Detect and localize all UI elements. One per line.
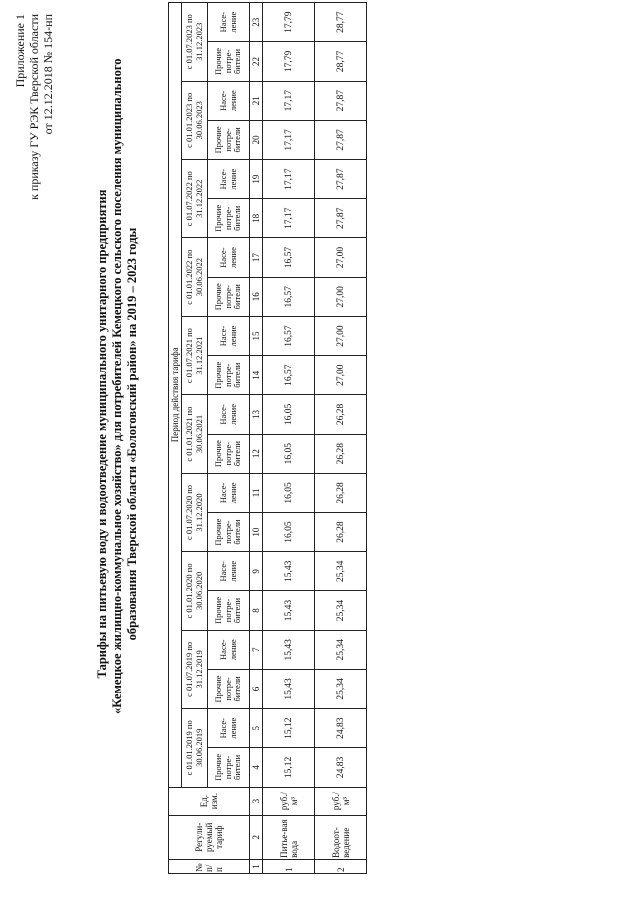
tariff-value: 16,57 — [263, 238, 315, 277]
column-number: 8 — [250, 591, 263, 630]
column-number: 22 — [250, 42, 263, 81]
tariff-value: 17,17 — [263, 120, 315, 159]
tariff-value: 26,28 — [315, 512, 367, 551]
consumer-other-header: Прочие потре-бители — [208, 591, 250, 630]
column-number: 7 — [250, 630, 263, 669]
column-number: 19 — [250, 160, 263, 199]
document-title — [95, 58, 140, 714]
tariff-value: 27,87 — [315, 199, 367, 238]
row-unit: руб./м³ — [263, 787, 315, 815]
tariff-value: 15,43 — [263, 669, 315, 708]
tariff-value: 28,77 — [315, 3, 367, 42]
tariff-value: 17,17 — [263, 199, 315, 238]
consumer-population-header: Насе-ление — [208, 238, 250, 277]
tariff-value: 26,28 — [315, 473, 367, 512]
tariff-value: 24,83 — [315, 709, 367, 748]
tariff-value: 25,34 — [315, 591, 367, 630]
tariff-value: 17,79 — [263, 42, 315, 81]
consumer-population-header: Насе-ление — [208, 81, 250, 120]
column-numbers-row — [250, 3, 263, 874]
appendix-line-1: Приложение 1 — [13, 14, 27, 88]
tariff-value: 25,34 — [315, 669, 367, 708]
row-tariff-name: Питье-вая вода — [263, 815, 315, 859]
column-number: 20 — [250, 120, 263, 159]
tariff-value: 26,28 — [315, 395, 367, 434]
tariff-value: 16,05 — [263, 512, 315, 551]
row-number: 2 — [315, 859, 367, 873]
appendix-line-3: от 12.12.2018 № 154-нп — [41, 14, 55, 135]
column-number: 10 — [250, 512, 263, 551]
tariff-value: 25,34 — [315, 630, 367, 669]
column-number: 15 — [250, 316, 263, 355]
consumer-other-header: Прочие потре-бители — [208, 512, 250, 551]
header-row-dates — [182, 3, 208, 874]
column-number: 3 — [250, 787, 263, 815]
table-row — [263, 3, 315, 874]
header-tariff: Регули-руемый тариф — [169, 815, 250, 859]
tariff-value: 16,05 — [263, 434, 315, 473]
column-number: 12 — [250, 434, 263, 473]
title-line-1: Тарифы на питьевую воду и водоотведение муниципального унитарного предприятия — [95, 189, 109, 679]
period-header: с 01.07.2019 по 31.12.2019 — [182, 630, 208, 708]
consumer-other-header: Прочие потре-бители — [208, 199, 250, 238]
tariff-value: 16,05 — [263, 395, 315, 434]
consumer-other-header: Прочие потре-бители — [208, 120, 250, 159]
consumer-population-header: Насе-ление — [208, 316, 250, 355]
tariff-value: 24,83 — [315, 748, 367, 787]
column-number: 18 — [250, 199, 263, 238]
consumer-other-header: Прочие потре-бители — [208, 277, 250, 316]
table-row — [315, 3, 367, 874]
tariff-value: 16,57 — [263, 277, 315, 316]
column-number: 23 — [250, 3, 263, 42]
column-number: 2 — [250, 815, 263, 859]
consumer-population-header: Насе-ление — [208, 473, 250, 512]
row-tariff-name: Водоот-ведение — [315, 815, 367, 859]
tariff-value: 17,17 — [263, 160, 315, 199]
header-no: № п/п — [169, 859, 250, 873]
tariff-value: 27,00 — [315, 238, 367, 277]
tariff-value: 15,43 — [263, 552, 315, 591]
column-number: 17 — [250, 238, 263, 277]
consumer-population-header: Насе-ление — [208, 709, 250, 748]
consumer-population-header: Насе-ление — [208, 552, 250, 591]
period-header: с 01.01.2020 по 30.06.2020 — [182, 552, 208, 630]
header-unit: Ед. изм. — [169, 787, 250, 815]
title-line-3: образования Тверской области «Бологовский район» на 2019 – 2023 годы — [125, 227, 139, 641]
appendix-line-2: к приказу ГУ РЭК Тверской области — [27, 14, 41, 200]
tariff-value: 27,87 — [315, 120, 367, 159]
tariff-value: 16,57 — [263, 316, 315, 355]
period-header: с 01.01.2023 по 30.06.2023 — [182, 81, 208, 159]
column-number: 16 — [250, 277, 263, 316]
tariff-value: 16,57 — [263, 356, 315, 395]
column-number: 13 — [250, 395, 263, 434]
tariff-value: 27,87 — [315, 81, 367, 120]
header-row-consumers — [208, 3, 250, 874]
consumer-population-header: Насе-ление — [208, 630, 250, 669]
tariff-value: 15,12 — [263, 748, 315, 787]
tariff-value: 28,77 — [315, 42, 367, 81]
tariff-value: 27,00 — [315, 277, 367, 316]
tariff-value: 17,17 — [263, 81, 315, 120]
column-number: 21 — [250, 81, 263, 120]
tariff-table — [168, 2, 367, 874]
tariff-value: 27,00 — [315, 316, 367, 355]
consumer-other-header: Прочие потре-бители — [208, 669, 250, 708]
column-number: 11 — [250, 473, 263, 512]
consumer-population-header: Насе-ление — [208, 395, 250, 434]
consumer-other-header: Прочие потре-бители — [208, 356, 250, 395]
consumer-population-header: Насе-ление — [208, 3, 250, 42]
tariff-value: 26,28 — [315, 434, 367, 473]
row-unit: руб./м³ — [315, 787, 367, 815]
column-number: 4 — [250, 748, 263, 787]
period-header: с 01.07.2022 по 31.12.2022 — [182, 160, 208, 238]
tariff-table-body — [169, 3, 367, 874]
tariff-value: 15,12 — [263, 709, 315, 748]
period-header: с 01.07.2021 по 31.12.2021 — [182, 316, 208, 394]
consumer-other-header: Прочие потре-бители — [208, 42, 250, 81]
consumer-population-header: Насе-ление — [208, 160, 250, 199]
title-line-2: «Кемецкое жилищно-коммунальное хозяйство» для потребителей Кемецкого сельского поселения муниципального — [110, 58, 124, 714]
tariff-value: 27,87 — [315, 160, 367, 199]
column-number: 1 — [250, 859, 263, 873]
column-number: 9 — [250, 552, 263, 591]
tariff-value: 15,43 — [263, 630, 315, 669]
period-header: с 01.07.2020 по 31.12.2020 — [182, 473, 208, 551]
consumer-other-header: Прочие потре-бители — [208, 748, 250, 787]
header-row-period — [169, 3, 182, 874]
column-number: 14 — [250, 356, 263, 395]
column-number: 5 — [250, 709, 263, 748]
period-header: с 01.07.2023 по 31.12.2023 — [182, 3, 208, 82]
column-number: 6 — [250, 669, 263, 708]
header-period: Период действия тарифа — [169, 3, 182, 788]
row-number: 1 — [263, 859, 315, 873]
consumer-other-header: Прочие потре-бители — [208, 434, 250, 473]
tariff-value: 16,05 — [263, 473, 315, 512]
tariff-value: 25,34 — [315, 552, 367, 591]
period-header: с 01.01.2019 по 30.06.2019 — [182, 709, 208, 787]
period-header: с 01.01.2021 по 30.06.2021 — [182, 395, 208, 473]
period-header: с 01.01.2022 по 30.06.2022 — [182, 238, 208, 316]
tariff-value: 17,79 — [263, 3, 315, 42]
tariff-value: 27,00 — [315, 356, 367, 395]
tariff-value: 15,43 — [263, 591, 315, 630]
